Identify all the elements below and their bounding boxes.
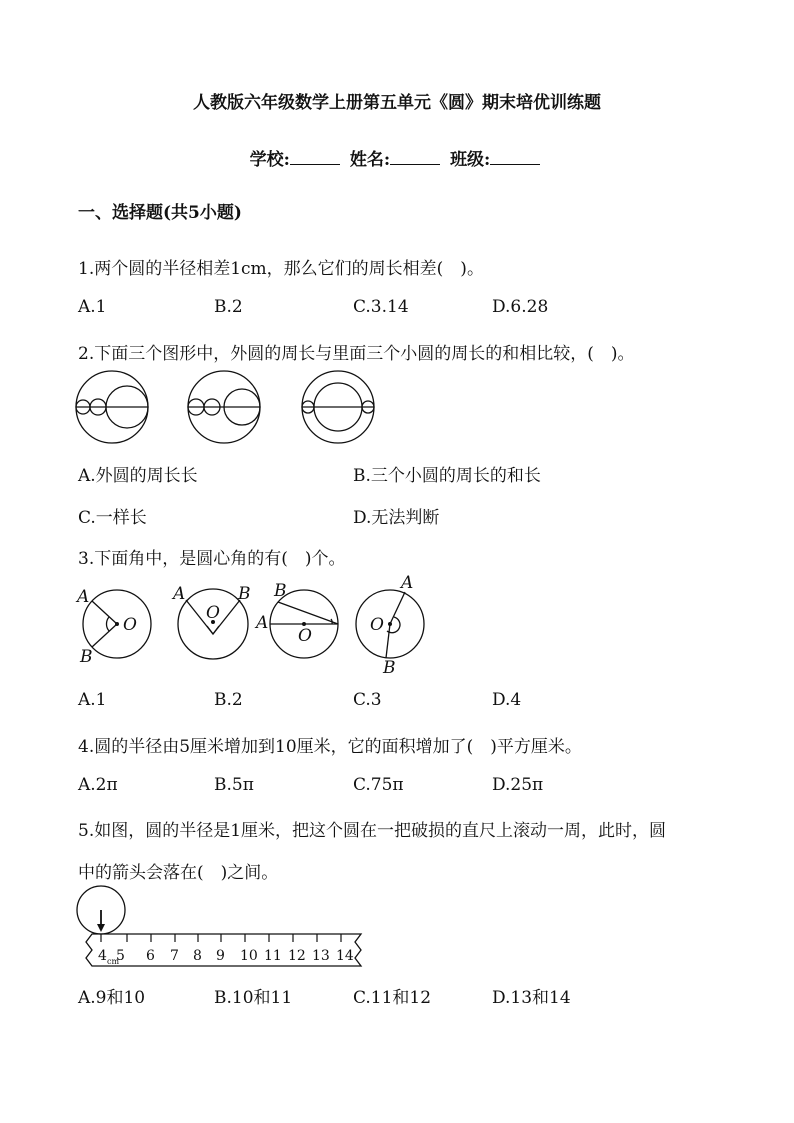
ruler-number-label: 5 xyxy=(116,948,125,964)
name-blank xyxy=(390,148,440,165)
question-3-option-a: A.1 xyxy=(78,690,107,710)
question-1-option-c: C.3.14 xyxy=(353,297,409,317)
question-2-circles-figure xyxy=(74,370,384,446)
question-5-option-b: B.10和11 xyxy=(214,988,293,1008)
ruler-number-label: 8 xyxy=(193,948,202,964)
question-1-option-b: B.2 xyxy=(214,297,243,317)
page-title: 人教版六年级数学上册第五单元《圆》期末培优训练题 xyxy=(193,93,601,113)
question-3-stem: 3.下面角中，是圆心角的有( )个。 xyxy=(78,549,346,569)
question-1-option-d: D.6.28 xyxy=(492,297,549,317)
question-3-option-b: B.2 xyxy=(214,690,243,710)
ruler-number-label: 14 xyxy=(336,948,354,964)
question-2-option-b: B.三个小圆的周长的和长 xyxy=(353,466,541,486)
fig2-label-o: O xyxy=(206,603,220,623)
question-4-stem: 4.圆的半径由5厘米增加到10厘米，它的面积增加了( )平方厘米。 xyxy=(78,737,582,757)
ruler-number-label: 10 xyxy=(240,948,258,964)
student-info-line xyxy=(0,145,794,170)
question-3-angles-figure xyxy=(72,572,432,678)
ruler-number-label: 4 xyxy=(98,948,107,964)
fig4-label-a: A xyxy=(401,573,414,593)
fig2-label-b: B xyxy=(238,584,251,604)
question-5-option-c: C.11和12 xyxy=(353,988,432,1008)
ruler-number-label: 9 xyxy=(216,948,225,964)
fig1-label-a: A xyxy=(77,587,90,607)
question-3-option-c: C.3 xyxy=(353,690,382,710)
fig2-label-a: A xyxy=(173,584,186,604)
question-2-stem: 2.下面三个图形中，外圆的周长与里面三个小圆的周长的和相比较，( )。 xyxy=(78,344,635,364)
name-label: 姓名: xyxy=(349,150,391,170)
fig4-label-b: B xyxy=(383,658,396,678)
question-4-option-d: D.25π xyxy=(492,775,544,795)
question-4-option-a: A.2π xyxy=(78,775,118,795)
question-5-option-d: D.13和14 xyxy=(492,988,571,1008)
question-5-option-a: A.9和10 xyxy=(78,988,146,1008)
ruler-unit-label: cm xyxy=(107,957,120,966)
fig1-label-b: B xyxy=(80,647,93,667)
question-5-stem-line1: 5.如图，圆的半径是1厘米，把这个圆在一把破损的直尺上滚动一周，此时，圆 xyxy=(78,821,667,841)
section-heading: 一、选择题(共5小题) xyxy=(78,203,242,223)
question-1-option-a: A.1 xyxy=(78,297,107,317)
fig3-label-b: B xyxy=(274,581,287,601)
fig4-label-o: O xyxy=(370,615,384,635)
fig3-label-a: A xyxy=(256,613,269,633)
question-2-option-d: D.无法判断 xyxy=(353,508,440,528)
fig1-label-o: O xyxy=(123,615,137,635)
school-label: 学校: xyxy=(249,150,290,170)
ruler-number-label: 12 xyxy=(288,948,306,964)
question-4-option-b: B.5π xyxy=(214,775,254,795)
ruler-number-label: 11 xyxy=(264,948,282,964)
fig3-label-o: O xyxy=(298,626,312,646)
school-blank xyxy=(290,148,340,165)
ruler-number-label: 13 xyxy=(312,948,330,964)
class-label: 班级: xyxy=(450,150,491,170)
class-blank xyxy=(490,148,540,165)
question-3-option-d: D.4 xyxy=(492,690,522,710)
question-1-stem: 1.两个圆的半径相差1cm，那么它们的周长相差( )。 xyxy=(78,259,484,279)
question-5-stem-line2: 中的箭头会落在( )之间。 xyxy=(78,863,279,883)
question-4-option-c: C.75π xyxy=(353,775,404,795)
question-2-option-c: C.一样长 xyxy=(78,508,147,528)
question-2-option-a: A.外圆的周长长 xyxy=(78,466,198,486)
ruler-number-label: 7 xyxy=(170,948,179,964)
question-5-ruler-figure xyxy=(72,884,372,974)
ruler-number-label: 6 xyxy=(146,948,155,964)
